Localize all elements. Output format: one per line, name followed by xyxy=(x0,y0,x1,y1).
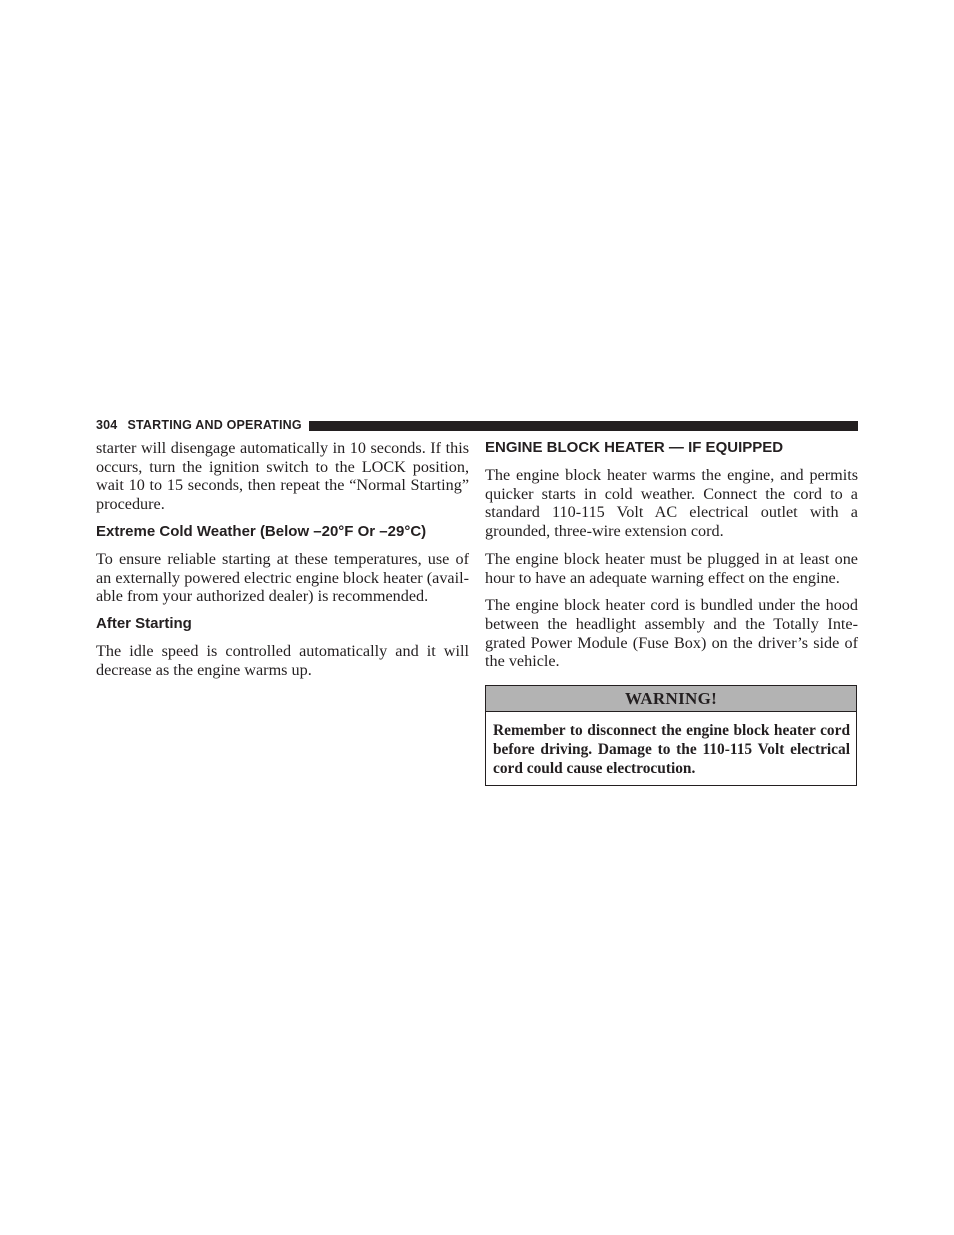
warning-title: WARNING! xyxy=(486,686,856,712)
heater-paragraph-1: The engine block heater warms the engine, and permits quicker starts in cold weather. Connect the cord to a standard 110-115 Volt AC electrical outlet with a grounded, three-wire extension cord. xyxy=(485,466,858,541)
right-column xyxy=(485,439,858,786)
continued-paragraph: starter will disengage automatically in 10 seconds. If this occurs, turn the ignition switch to the LOCK position, wait 10 to 15 seconds, then repeat the “Normal Starting” procedure. xyxy=(96,439,469,514)
engine-block-heater-heading: ENGINE BLOCK HEATER — IF EQUIPPED xyxy=(485,439,784,456)
page-number: 304 xyxy=(96,418,118,432)
left-column xyxy=(96,439,469,688)
cold-weather-heading: Extreme Cold Weather (Below –20°F Or –29°C) xyxy=(96,522,427,540)
heater-paragraph-3: The engine block heater cord is bundled under the hood between the headlight assembly and the Totally Inte-grated Power Module (Fuse Box) on the driver’s side of the vehicle. xyxy=(485,596,858,671)
header-rule xyxy=(309,421,858,431)
section-title: STARTING AND OPERATING xyxy=(127,418,302,432)
after-starting-paragraph: The idle speed is controlled automatically and it will decrease as the engine warms up. xyxy=(96,641,469,679)
after-starting-heading: After Starting xyxy=(96,614,192,632)
warning-body: Remember to disconnect the engine block heater cord before driving. Damage to the 110-115 Volt electrical cord could cause electrocution. xyxy=(493,722,850,778)
warning-box xyxy=(485,685,857,786)
cold-weather-paragraph: To ensure reliable starting at these temperatures, use of an externally powered electric engine block heater (avail-able from your authorized dealer) is recommended. xyxy=(96,549,469,606)
page-header xyxy=(96,417,858,433)
heater-paragraph-2: The engine block heater must be plugged in at least one hour to have an adequate warning effect on the engine. xyxy=(485,549,858,587)
